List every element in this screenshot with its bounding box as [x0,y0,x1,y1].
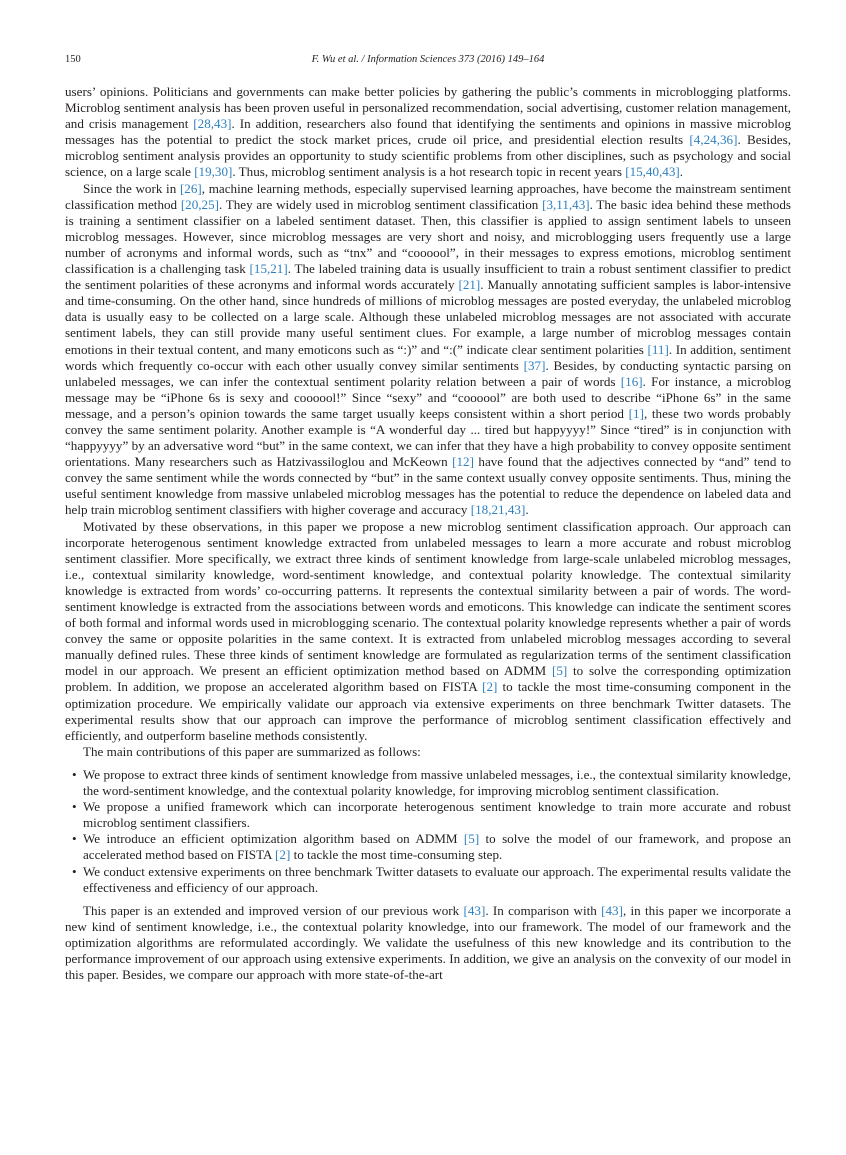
citation-link[interactable]: [5] [463,831,480,847]
body-text: to tackle the most time-consuming component in the optimization procedure. We empirically validate our approach via extensive experiments on three benchmark Twitter datasets. The experimental results show that our approach can improve the performance of microblog sentiment classification effectively and efficiently, and outperform baseline methods consistently. [65,679,791,743]
body-text: . Manually annotating sufficient samples is labor-intensive and time-consuming. On the other hand, since hundreds of millions of microblog messages are posted everyday, the unlabeled microblog data is usually easy to be collected on a large scale. Although these unlabeled microblog messages are not associated with accurate sentiment labels, they can still provide many useful sentiment clues. For example, a large number of microblog messages contain emotions in their textual content, and many emoticons such as “:)” and “:(” indicate clear sentiment polarities [65,277,791,357]
body-text: . In addition, sentiment words which frequently co-occur with each other usually convey similar sentiments [65,341,791,373]
body-text: The main contributions of this paper are summarized as follows: [83,743,421,759]
citation-link[interactable]: [11] [647,341,669,357]
body-text: , in this paper we incorporate a new kind of sentiment knowledge, i.e., the contextual polarity knowledge, into our framework. The model of our framework and the optimization algorithms are reformulated accordingly. We validate the usefulness of this new knowledge and its contribution to the performance improvement of our approach using extensive experiments. In addition, we give an analysis on the convexity of our model in this paper. Besides, we compare our approach with more state-of-the-art [65,902,791,983]
citation-link[interactable]: [12] [452,454,474,470]
article-body [65,84,791,983]
body-text: Since the work in [83,180,180,196]
body-text: have found that the adjectives connected by “and” tend to convey the same sentiment while the words connected by “but” in the same context usually convey opposite sentiments. Thus, mining the useful sentiment knowledge from massive unlabeled microblog messages has the potential to reduce the dependence on labeled data and help train microblog sentiment classifiers with higher coverage and accuracy [65,454,792,518]
bullet-icon: • [72,831,77,847]
citation-link[interactable]: [3,11,43] [542,196,590,212]
contribution-item [72,863,791,896]
contribution-text [83,799,791,830]
citation-link[interactable]: [1] [628,405,644,421]
bullet-icon: • [72,799,77,815]
body-text: We introduce an efficient optimization algorithm based on ADMM [83,831,464,847]
paragraph-extended-version [65,903,791,983]
running-head-title: F. Wu et al. / Information Sciences 373 (2016) 149–164 [311,54,545,65]
contribution-item [72,766,791,799]
body-text: . They are widely used in microblog sentiment classification [219,196,543,212]
body-text: This paper is an extended and improved version of our previous work [83,902,464,918]
citation-link[interactable]: [37] [523,357,546,373]
contribution-item [72,799,791,831]
body-text: . Besides, microblog sentiment analysis provides an opportunity to study scientific problems from other disciplines, such as psychology and social science, on a large scale [65,132,791,180]
body-text: . The labeled training data is usually insufficient to train a robust sentiment classifier to predict the sentiment polarities of these acronyms and informal words accurately [65,261,791,293]
page-number: 150 [65,54,81,65]
paragraph-intro-continued [65,84,791,181]
citation-link[interactable]: [15,40,43] [625,164,680,180]
body-text: Motivated by these observations, in this paper we propose a new microblog sentiment classification approach. Our approach can incorporate heterogenous sentiment knowledge extracted from unlabeled messages to learn a more accurate and robust microblog sentiment classifier. More specifically, we extract three kinds of sentiment knowledge from large-scale unlabeled microblog messages, i.e., contextual similarity knowledge, word-sentiment knowledge, and contextual polarity knowledge. The contextual similarity knowledge is extracted from words’ co-occurring patterns. It represents the contextual similarity between a pair of words. The word-sentiment knowledge is extracted from the associations between words and emoticons. This knowledge can indicate the sentiment scores of both formal and informal words used in microblogging scenario. The contextual polarity knowledge represents whether a pair of words convey the same or opposite polarities in the same context. It is extracted from unlabeled microblog messages according to several manually defined rules. These three kinds of sentiment knowledge are formulated as regularization terms of the sentiment classification model in our approach. We present an efficient optimization method based on ADMM [65,518,791,679]
citation-link[interactable]: [28,43] [193,116,232,132]
citation-link[interactable]: [4,24,36] [689,132,738,148]
contribution-item [72,831,791,863]
body-text: We propose to extract three kinds of sentiment knowledge from massive unlabeled messages, i.e., the contextual similarity knowledge, the word-sentiment knowledge, and the contextual polarity knowledge, for improving microblog sentiment classification. [83,766,791,799]
body-text: to solve the model of our framework, and propose an accelerated method based on FISTA [83,831,791,863]
citation-link[interactable]: [43] [463,902,486,918]
bullet-icon: • [72,863,77,879]
citation-link[interactable]: [43] [601,902,623,918]
body-text: We conduct extensive experiments on three benchmark Twitter datasets to evaluate our approach. The experimental results validate the effectiveness and efficiency of our approach. [83,863,791,895]
body-text: , machine learning methods, especially supervised learning approaches, have become the mainstream sentiment classification method [65,180,791,212]
body-text: . In comparison with [485,902,602,918]
body-text: . Thus, microblog sentiment analysis is a hot research topic in recent years [232,164,626,180]
contribution-text [83,831,791,862]
body-text: , these two words probably convey the same sentiment polarity. Another example is “A wonderful day ... tired but happyyyy!” Since “tired” is in conjunction with “happyyyy” by an adversative word “but” in the same context, we can infer that they have a high probability to convey opposite sentiment orientations. Many researchers such as Hatzivassiloglou and McKeown [65,405,792,470]
paragraph-motivation [65,519,791,744]
citation-link[interactable]: [19,30] [194,164,233,180]
body-text: users’ opinions. Politicians and governments can make better policies by gathering the public’s comments in microblogging platforms. Microblog sentiment analysis has been proven useful in personalized recommendation, social advertising, customer relation management, and crisis management [65,84,791,132]
body-text: . [525,502,529,518]
body-text: . In addition, researchers also found that identifying the sentiments and opinions in massive microblog messages has the potential to predict the stock market prices, crude oil price, and presidential election results [65,116,791,148]
citation-link[interactable]: [18,21,43] [470,502,526,518]
body-text: We propose a unified framework which can incorporate heterogenous sentiment knowledge to train more accurate and robust microblog sentiment classifiers. [83,799,791,831]
paragraph-machine-learning [65,181,791,519]
citation-link[interactable]: [16] [620,373,643,389]
contribution-text [83,767,791,798]
bullet-icon: • [72,766,77,782]
running-header [65,52,791,68]
citation-link[interactable]: [15,21] [249,261,288,277]
body-text: . Besides, by conducting syntactic parsing on unlabeled messages, we can infer the contextual sentiment polarity relation between a pair of words [65,357,792,389]
contributions-list [65,767,791,896]
citation-link[interactable]: [21] [458,277,481,293]
body-text: to solve the corresponding optimization problem. In addition, we propose an accelerated algorithm based on FISTA [65,663,792,695]
paragraph-contributions-intro [65,744,791,760]
body-text: . [679,164,684,180]
citation-link[interactable]: [5] [551,663,568,679]
citation-link[interactable]: [2] [275,847,291,863]
contribution-text [83,864,791,895]
citation-link[interactable]: [26] [179,180,202,196]
body-text: . The basic idea behind these methods is training a sentiment classifier on a labeled sentiment dataset. Then, this classifier is applied to assign sentiment labels to unseen microblog messages. However, since microblog messages are very short and noisy, and microblogging users frequently use a large number of acronyms and informal words, such as “tnx” and “coooool”, in their messages to express emotions, microblog sentiment classification is a challenging task [65,196,791,277]
citation-link[interactable]: [2] [482,679,498,695]
body-text: . For instance, a microblog message may be “iPhone 6s is sexy and coooool!” Since “sexy” and “coooool” are both used to describe “iPhone 6s” in the same message, and a person’s opinion towards the same target usually keeps consistent within a short period [65,373,791,421]
body-text: to tackle the most time-consuming step. [290,847,503,863]
citation-link[interactable]: [20,25] [180,196,219,212]
